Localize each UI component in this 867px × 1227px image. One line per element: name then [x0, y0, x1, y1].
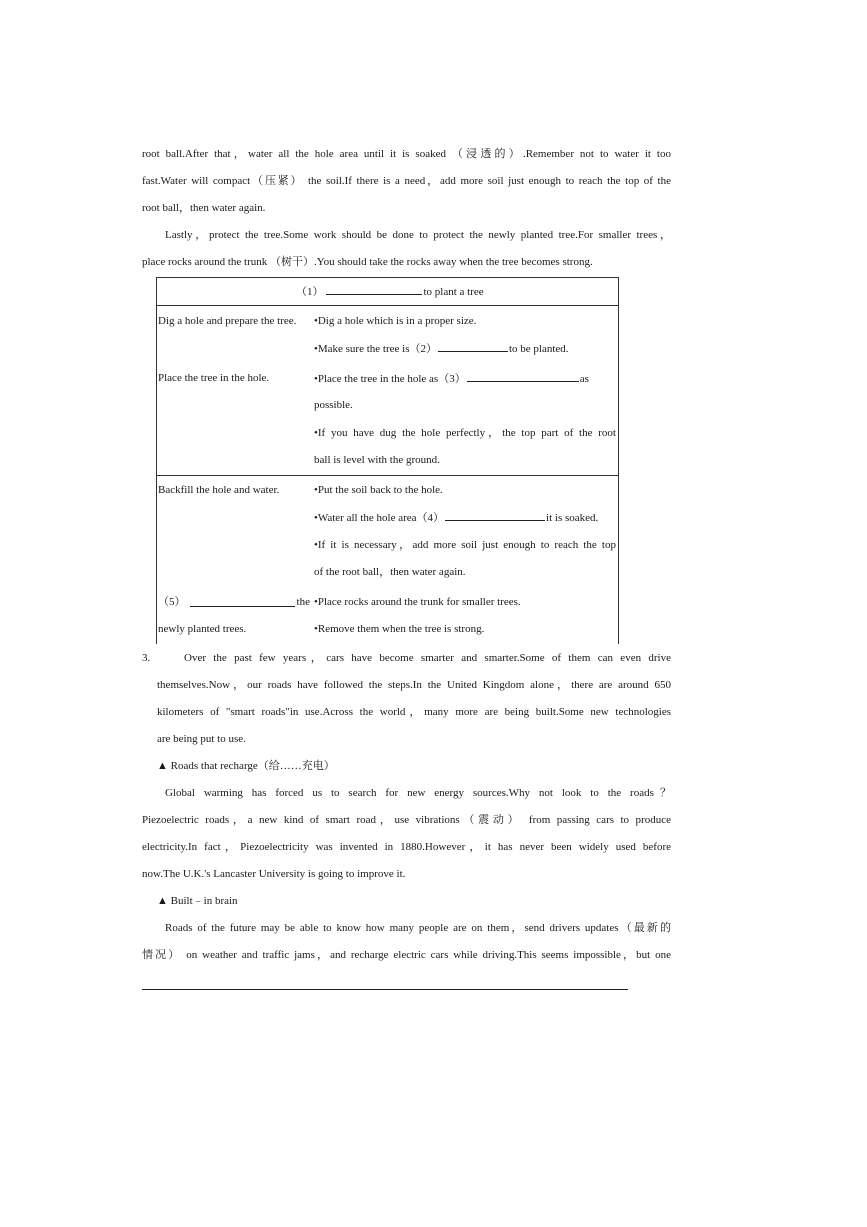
place-line-1: [314, 370, 589, 387]
step-backfill: Backfill the hole and water.: [158, 484, 280, 496]
footer-rule: [142, 989, 628, 990]
blank-2[interactable]: [438, 340, 508, 352]
blank-5-number: （5）: [158, 596, 186, 608]
blank-3[interactable]: [467, 370, 579, 382]
place-line-1-tail: as: [579, 373, 589, 385]
brain-line-1: Roads of the future may be able to know how many people are on them，send drivers updates（最新的: [165, 922, 671, 934]
blank-4[interactable]: [445, 509, 545, 521]
step-dig: Dig a hole and prepare the tree.: [158, 315, 297, 327]
dig-line-2-tail: to be planted.: [508, 343, 569, 355]
place-line-1-text: •Place the tree in the hole as（3）: [314, 373, 466, 385]
backfill-line-4: of the root ball，then water again.: [314, 566, 466, 578]
step-protect-tail: the: [296, 596, 310, 608]
para2-line2: place rocks around the trunk （树干）.You should take the rocks away when the tree becomes strong.: [142, 256, 593, 268]
blank-1[interactable]: [326, 283, 422, 295]
backfill-line-2-text: •Water all the hole area（4）: [314, 512, 445, 524]
q3-line-4: are being put to use.: [157, 733, 246, 745]
place-line-3: •If you have dug the hole perfectly，the top part of the root: [314, 427, 616, 439]
section-heading-brain: ▲ Built﹣in brain: [157, 895, 238, 907]
recharge-line-2: Piezoelectric roads，a new kind of smart road，use vibrations（震动） from passing cars to produce: [142, 814, 671, 826]
step-protect-line-2: newly planted trees.: [158, 623, 247, 635]
para1-line3: root ball，then water again.: [142, 202, 266, 214]
table-divider-title: [156, 305, 618, 306]
step-place: Place the tree in the hole.: [158, 372, 270, 384]
table-title: [296, 283, 484, 300]
backfill-line-1: •Put the soil back to the hole.: [314, 484, 443, 496]
recharge-line-4: now.The U.K.'s Lancaster University is going to improve it.: [142, 868, 406, 880]
table-title-text: to plant a tree: [423, 286, 484, 298]
para1-line2: fast.Water will compact（压紧） the soil.If there is a need，add more soil just enough to reach the top of the: [142, 175, 671, 187]
dig-line-2: [314, 340, 569, 357]
dig-line-1: •Dig a hole which is in a proper size.: [314, 315, 477, 327]
recharge-line-1: Global warming has forced us to search for new energy sources.Why not look to the roads？: [165, 787, 671, 799]
para2-line1: Lastly，protect the tree.Some work should be done to protect the newly planted tree.For smaller trees，: [165, 229, 671, 241]
backfill-line-3: •If it is necessary，add more soil just enough to reach the top: [314, 539, 616, 551]
blank-5[interactable]: [190, 595, 295, 607]
dig-line-2-text: •Make sure the tree is（2）: [314, 343, 437, 355]
section-heading-recharge: ▲ Roads that recharge（给……充电）: [157, 760, 335, 772]
para1-line1: root ball.After that，water all the hole area until it is soaked （浸透的）.Remember not to water it too: [142, 148, 671, 160]
protect-line-2: •Remove them when the tree is strong.: [314, 623, 485, 635]
blank-1-number: （1）: [296, 286, 324, 298]
question-number: 3.: [142, 652, 151, 664]
place-line-4: ball is level with the ground.: [314, 454, 440, 466]
place-line-2: possible.: [314, 399, 353, 411]
step-protect: [158, 594, 310, 610]
table-divider-backfill: [156, 475, 618, 476]
backfill-line-2-tail: it is soaked.: [546, 512, 599, 524]
q3-line-1: Over the past few years，cars have become smarter and smarter.Some of them can even drive: [184, 652, 671, 664]
brain-line-2: 情况） on weather and traffic jams，and recharge electric cars while driving.This seems impossible，but one: [142, 949, 671, 961]
q3-line-2: themselves.Now，our roads have followed the steps.In the United Kingdom alone，there are around 650: [157, 679, 671, 691]
q3-line-3: kilometers of "smart roads"in use.Across the world，many more are being built.Some new technologies: [157, 706, 671, 718]
backfill-line-2: [314, 509, 598, 526]
protect-line-1: •Place rocks around the trunk for smaller trees.: [314, 596, 521, 608]
recharge-line-3: electricity.In fact，Piezoelectricity was invented in 1880.However，it has never been widely used before: [142, 841, 671, 853]
